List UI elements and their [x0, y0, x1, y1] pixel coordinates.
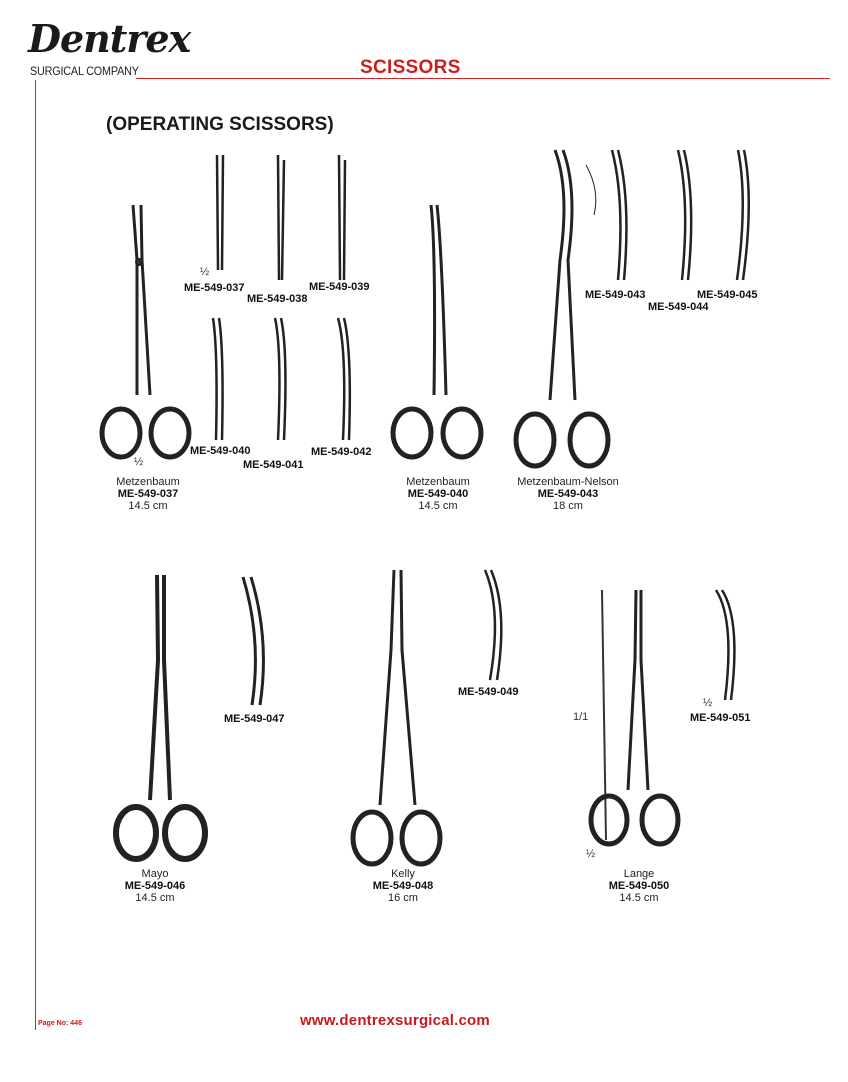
variant-037-label: ME-549-037 [184, 282, 245, 294]
variant-044-label: ME-549-044 [648, 301, 709, 313]
variant-043-label: ME-549-043 [585, 289, 646, 301]
variant-047-label: ME-549-047 [224, 713, 285, 725]
product-name: Kelly [391, 868, 415, 880]
product-code: ME-549-050 [608, 880, 670, 892]
product-scale: ½ [586, 848, 596, 860]
scissors-mayo-image [116, 575, 205, 859]
product-size: 14.5 cm [135, 892, 175, 904]
product-name: Metzenbaum [116, 476, 180, 488]
variant-047-image [243, 577, 263, 705]
section-title: (OPERATING SCISSORS) [106, 114, 334, 135]
scissors-metzenbaum-040-image [393, 205, 481, 457]
product-code: ME-549-046 [124, 880, 186, 892]
product-name: Mayo [141, 868, 169, 880]
variant-037-scale: ½ [200, 266, 210, 278]
product-size: 16 cm [388, 892, 418, 904]
product-name: Lange [623, 868, 655, 880]
product-caption-lange [569, 868, 709, 904]
variant-051-image [716, 590, 734, 700]
product-code: ME-549-048 [372, 880, 434, 892]
product-name: Metzenbaum [406, 476, 470, 488]
variant-049-image [485, 570, 501, 680]
variant-044-image [678, 150, 691, 280]
product-code: ME-549-043 [537, 488, 599, 500]
product-code: ME-549-040 [407, 488, 469, 500]
variant-051-label: ME-549-051 [690, 712, 751, 724]
catalog-title: SCISSORS [360, 57, 461, 78]
product-size: 14.5 cm [619, 892, 659, 904]
product-caption-metzenbaum-040 [368, 476, 508, 512]
product-caption-mayo [85, 868, 225, 904]
variant-041-image [275, 318, 285, 440]
variant-040-label: ME-549-040 [190, 445, 251, 457]
variant-038-image [278, 155, 284, 280]
lange-tip-image [602, 590, 606, 840]
product-caption-metzenbaum-037 [78, 476, 218, 512]
variant-042-image [338, 318, 350, 440]
variant-038-label: ME-549-038 [247, 293, 308, 305]
product-size: 14.5 cm [128, 500, 168, 512]
variant-045-image [737, 150, 749, 280]
variant-043-image [612, 150, 626, 280]
variant-051-scale: ½ [703, 697, 713, 709]
product-name: Metzenbaum-Nelson [517, 476, 619, 488]
variant-041-label: ME-549-041 [243, 459, 304, 471]
product-code: ME-549-037 [117, 488, 179, 500]
product-caption-kelly [333, 868, 473, 904]
variant-040-image [213, 318, 223, 440]
product-scale: ½ [134, 456, 144, 468]
logo-subtitle: SURGICAL COMPANY [30, 64, 139, 78]
scissors-kelly-image [353, 570, 440, 864]
logo-wordmark: Dentrex [28, 16, 191, 61]
website-link[interactable]: www.dentrexsurgical.com [300, 1012, 490, 1029]
page-number: Page No: 446 [38, 1020, 82, 1027]
scissors-metzenbaum-037-image [102, 205, 189, 457]
scissors-metzenbaum-nelson-image [516, 150, 608, 466]
lange-tip-scale: 1/1 [573, 711, 589, 723]
variant-045-label: ME-549-045 [697, 289, 758, 301]
variant-049-label: ME-549-049 [458, 686, 519, 698]
product-size: 18 cm [553, 500, 583, 512]
product-caption-metzenbaum-nelson [498, 476, 638, 512]
variant-039-label: ME-549-039 [309, 281, 370, 293]
variant-039-image [339, 155, 345, 280]
variant-042-label: ME-549-042 [311, 446, 372, 458]
variant-037-image [217, 155, 223, 270]
product-size: 14.5 cm [418, 500, 458, 512]
